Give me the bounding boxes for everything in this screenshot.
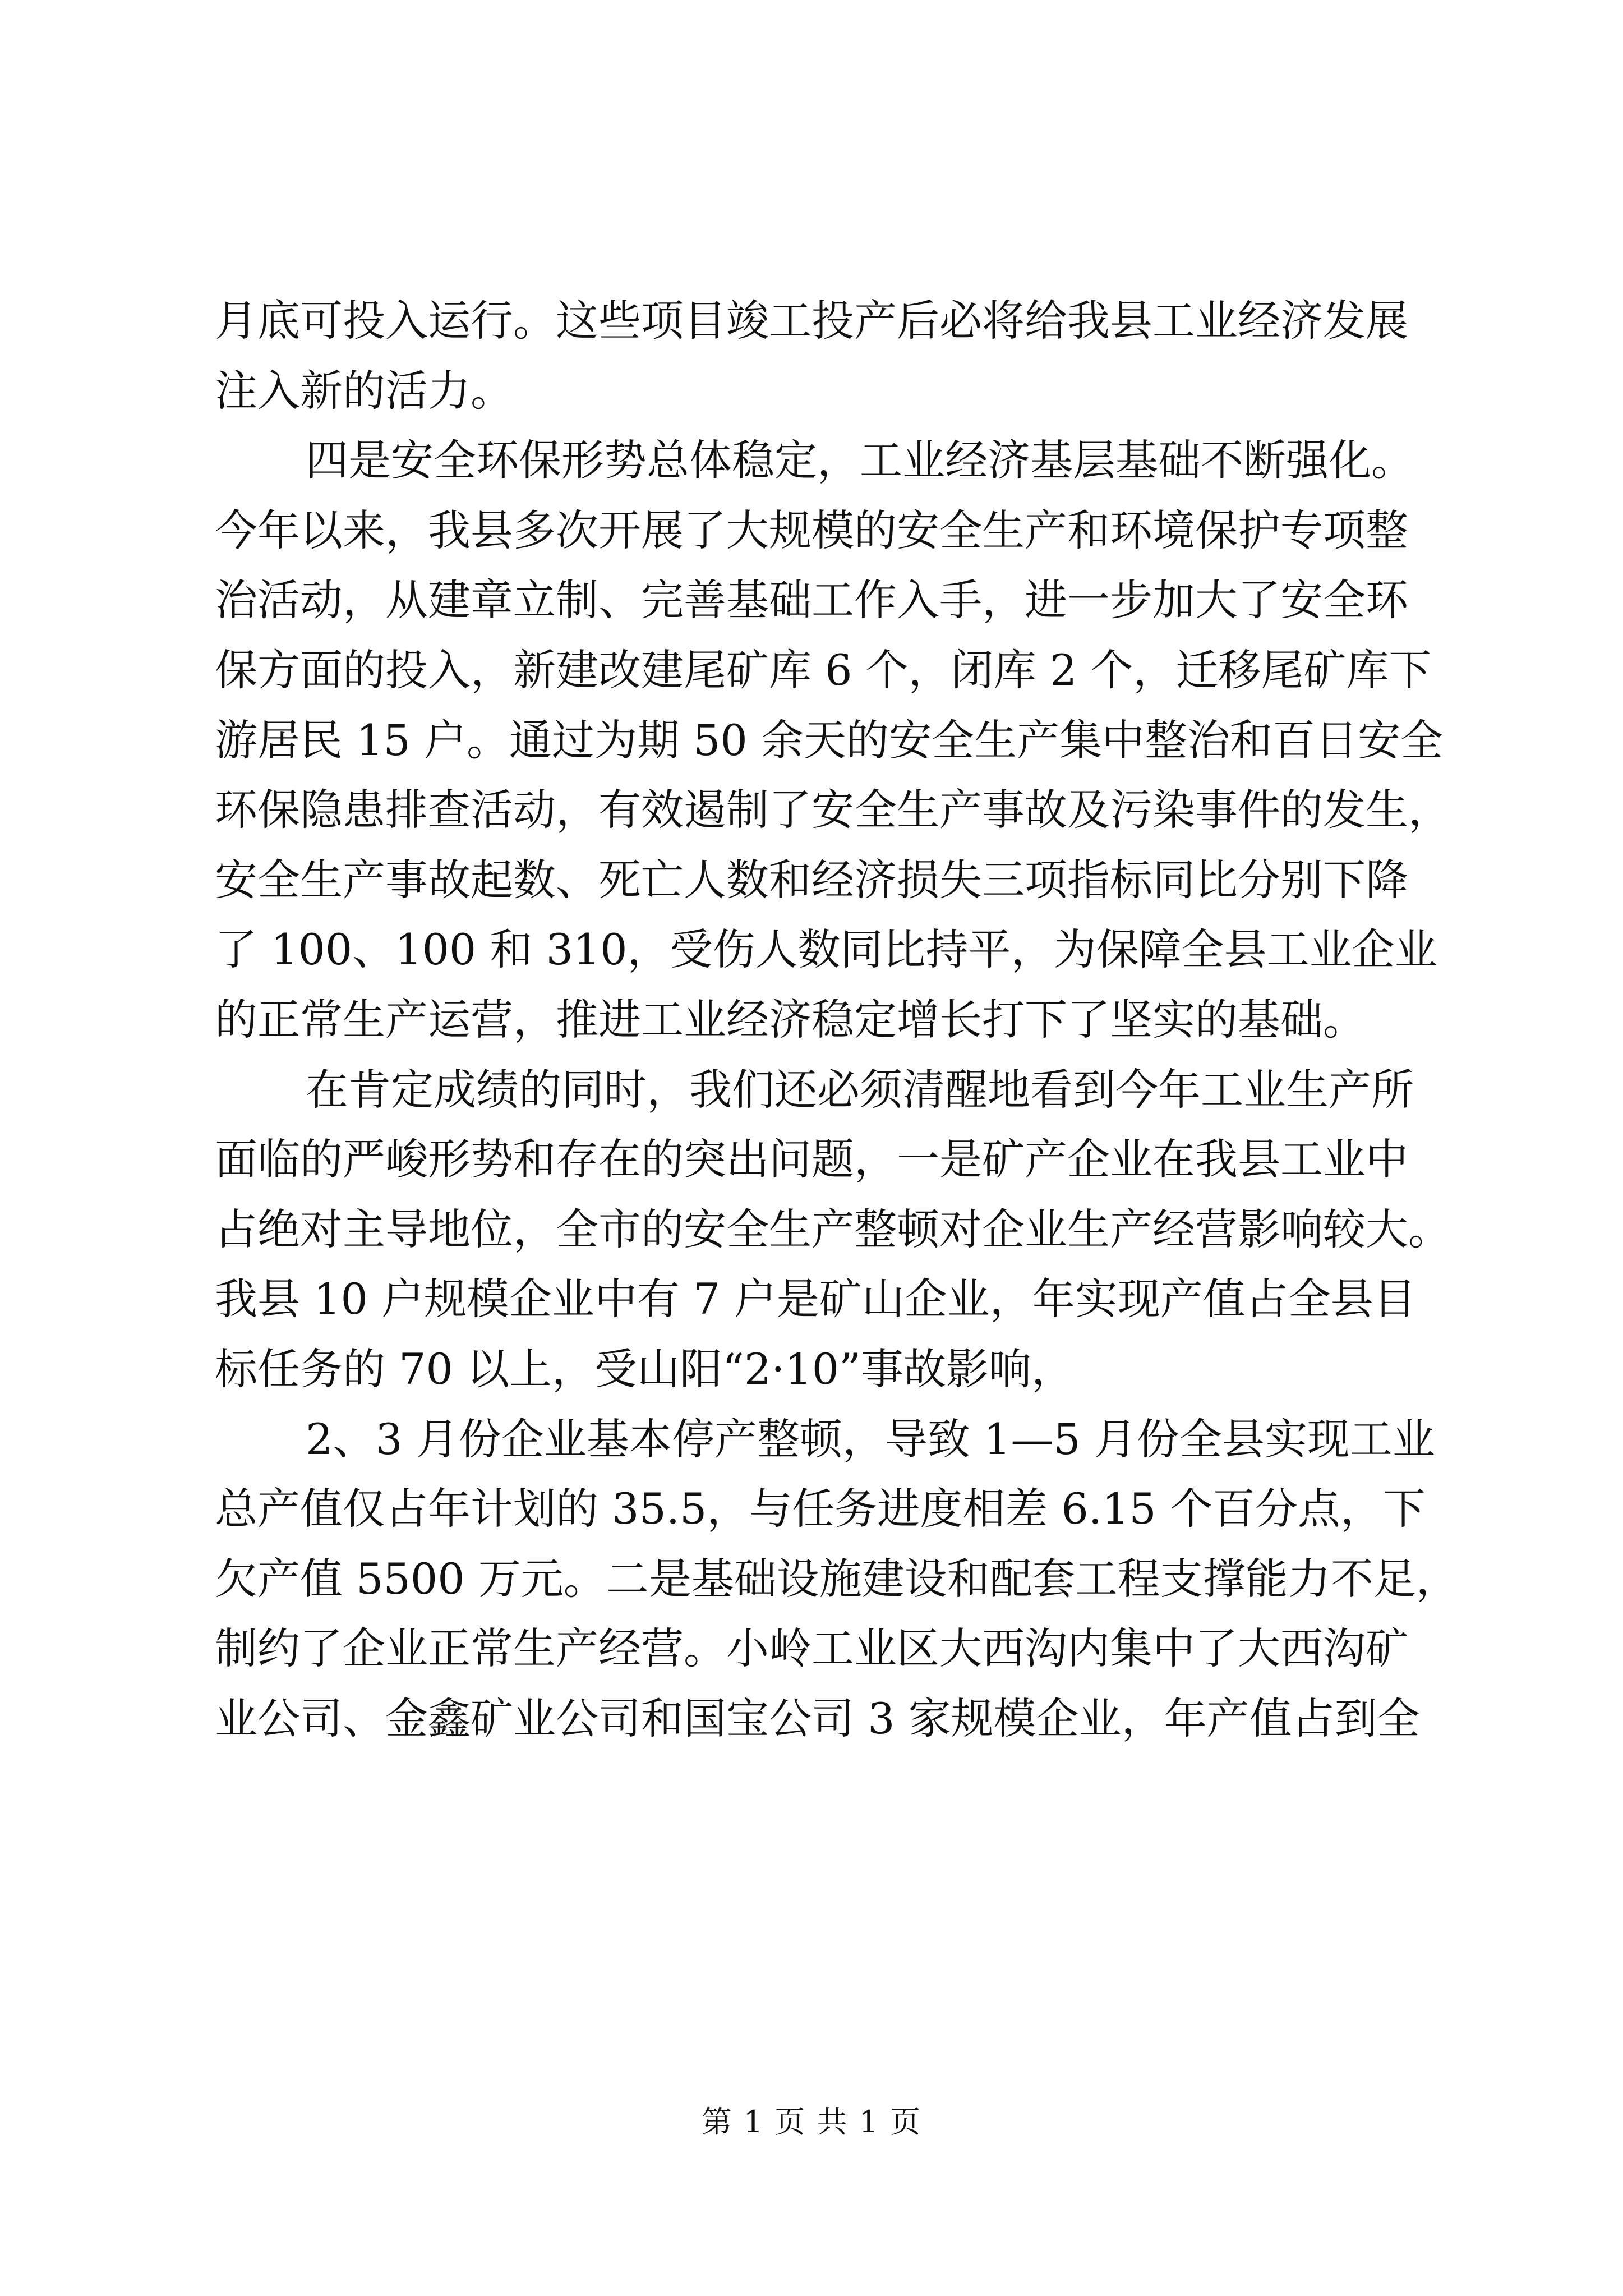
- text-line: 保方面的投入，新建改建尾矿库 6 个，闭库 2 个，迁移尾矿库下: [215, 645, 1432, 695]
- text-line: 制约了企业正常生产经营。小岭工业区大西沟内集中了大西沟矿: [215, 1623, 1408, 1674]
- document-body: [215, 286, 1459, 1754]
- text-line: 安全生产事故起数、死亡人数和经济损失三项指标同比分别下降: [215, 854, 1408, 905]
- text-line: 注入新的活力。: [215, 365, 513, 416]
- text-line: 环保隐患排查活动，有效遏制了安全生产事故及污染事件的发生，: [215, 785, 1451, 835]
- text-line: 了 100、100 和 310，受伤人数同比持平，为保障全县工业企业: [215, 924, 1437, 975]
- text-line: 总产值仅占年计划的 35.5，与任务进度相差 6.15 个百分点，下: [215, 1484, 1426, 1534]
- text-line: 业公司、金鑫矿业公司和国宝公司 3 家规模企业，年产值占到全: [215, 1693, 1420, 1743]
- text-line: 游居民 15 户。通过为期 50 余天的安全生产集中整治和百日安全: [215, 715, 1444, 765]
- text-line: 治活动，从建章立制、完善基础工作入手，进一步加大了安全环: [215, 575, 1408, 625]
- text-line: 的正常生产运营，推进工业经济稳定增长打下了坚实的基础。: [215, 994, 1366, 1045]
- text-line: 月底可投入运行。这些项目竣工投产后必将给我县工业经济发展: [215, 296, 1408, 346]
- text-line: 我县 10 户规模企业中有 7 户是矿山企业，年实现产值占全县目: [215, 1274, 1416, 1324]
- text-line: 今年以来，我县多次开展了大规模的安全生产和环境保护专项整: [215, 505, 1408, 555]
- page-footer: 第 1 页 共 1 页: [701, 2104, 922, 2139]
- text-line: 2、3 月份企业基本停产整顿，导致 1—5 月份全县实现工业: [306, 1414, 1435, 1464]
- text-line: 面临的严峻形势和存在的突出问题，一是矿产企业在我县工业中: [215, 1134, 1408, 1185]
- text-line: 欠产值 5500 万元。二是基础设施建设和配套工程支撑能力不足，: [215, 1553, 1459, 1604]
- text-line: 在肯定成绩的同时，我们还必须清醒地看到今年工业生产所: [306, 1064, 1414, 1115]
- text-line: 四是安全环保形势总体稳定，工业经济基层基础不断强化。: [306, 435, 1414, 486]
- text-line: 占绝对主导地位，全市的安全生产整顿对企业生产经营影响较大。: [215, 1204, 1451, 1254]
- text-line: 标任务的 70 以上，受山阳“2·10”事故影响，: [215, 1343, 1074, 1394]
